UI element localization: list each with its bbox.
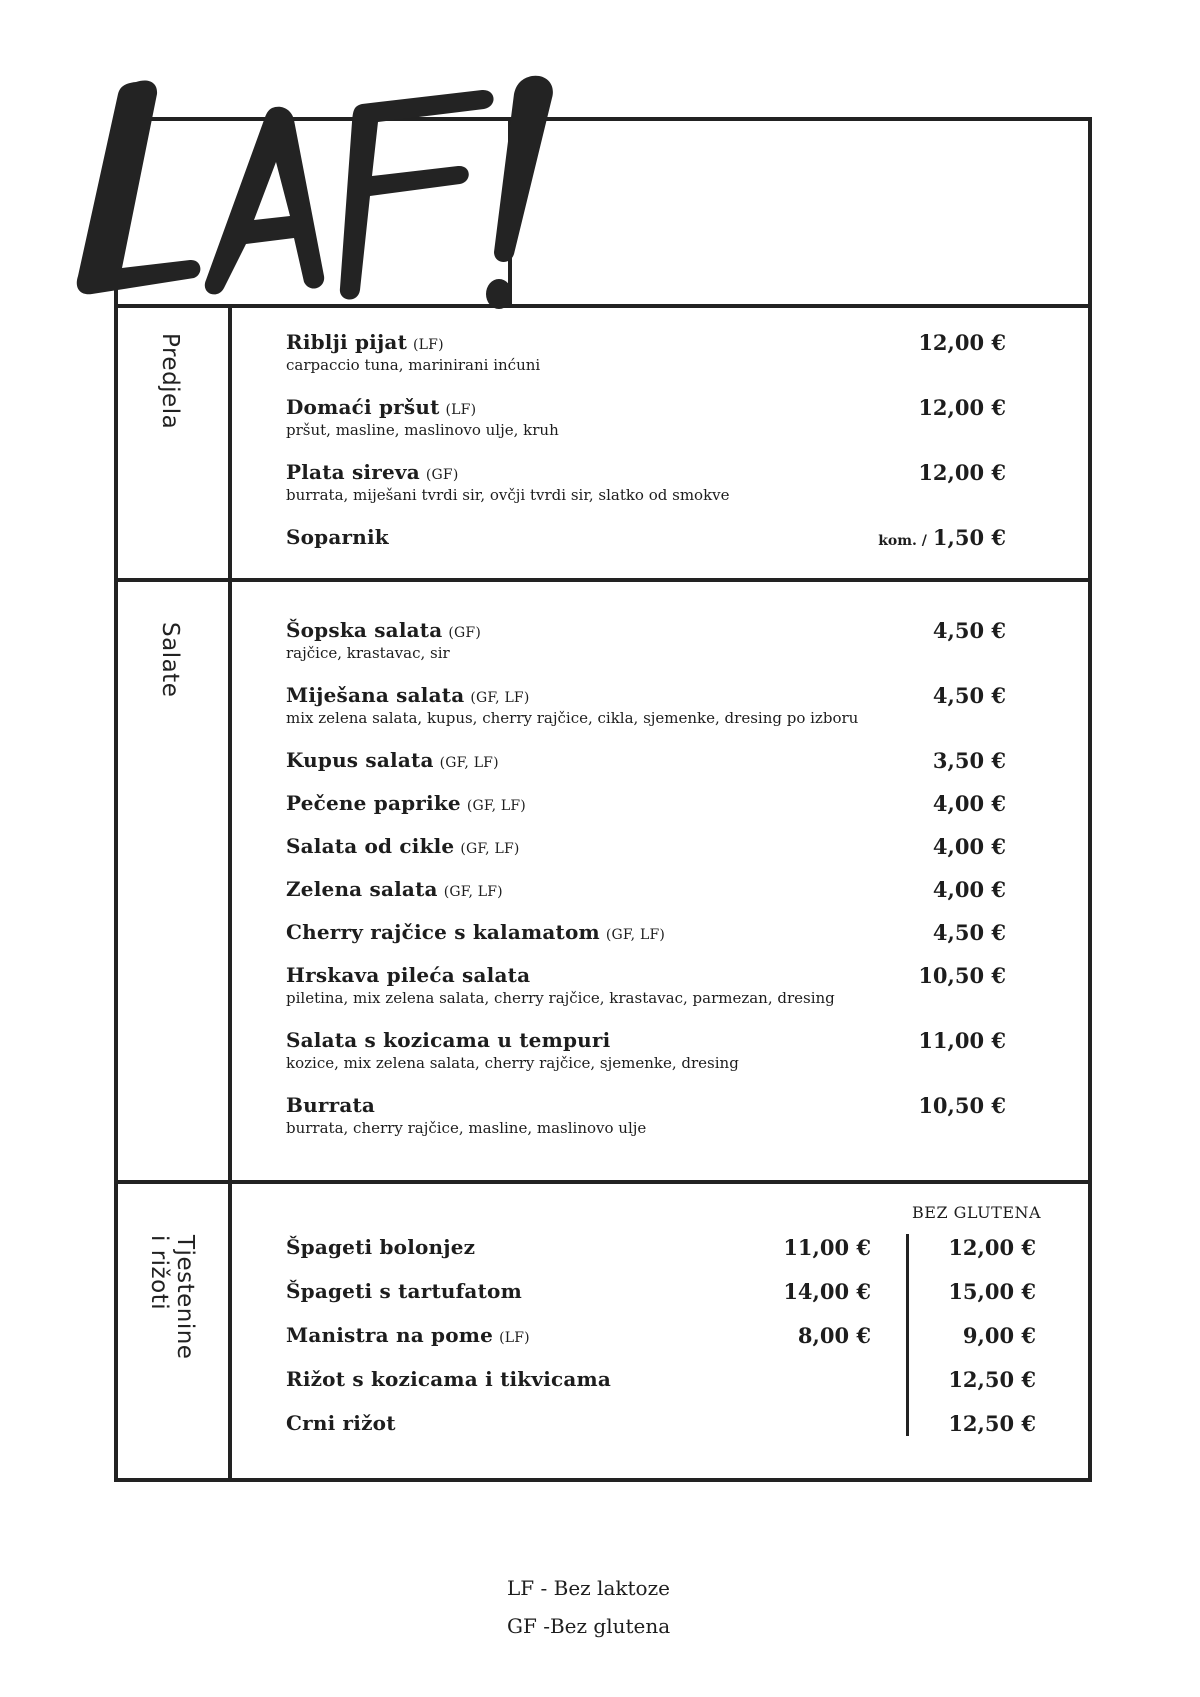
- item-description: burrata, cherry rajčice, masline, maslinovo ulje: [286, 1119, 647, 1137]
- item-name: Soparnik: [286, 525, 389, 549]
- menu-item-sopska-salata: [286, 618, 1036, 662]
- menu-item-spageti-s-tartufatom: [286, 1279, 1036, 1307]
- item-gluten-free-price: 12,50 €: [948, 1411, 1036, 1436]
- item-price: 11,00 €: [918, 1028, 1006, 1053]
- item-name: Plata sireva: [286, 460, 420, 484]
- item-name: Manistra na pome: [286, 1323, 494, 1347]
- menu-item-riblji-pijat: [286, 330, 1036, 374]
- laf-logo: [62, 68, 582, 318]
- item-tag: (LF): [413, 337, 444, 353]
- menu-item-hrskava-pileca-salata: [286, 963, 1036, 1007]
- menu-item-zelena-salata: [286, 877, 1036, 901]
- menu-item-kupus-salata: [286, 748, 1036, 772]
- item-gluten-free-price: 12,50 €: [948, 1367, 1036, 1392]
- item-price: 3,50 €: [932, 748, 1006, 773]
- item-tag: (LF): [499, 1330, 530, 1346]
- item-price: 4,50 €: [932, 618, 1006, 643]
- item-tag: (GF, LF): [605, 927, 666, 943]
- item-price: 4,50 €: [932, 683, 1006, 708]
- menu-item-domaci-prsut: [286, 395, 1036, 439]
- item-price: 10,50 €: [918, 1093, 1006, 1118]
- item-description: carpaccio tuna, marinirani inćuni: [286, 356, 541, 374]
- item-price: 10,50 €: [918, 963, 1006, 988]
- item-price: 4,00 €: [932, 791, 1006, 816]
- item-tag: (GF): [425, 467, 459, 483]
- item-tag: (GF, LF): [460, 841, 520, 857]
- label-column-divider: [228, 304, 232, 1482]
- menu-item-mijesana-salata: [286, 683, 1036, 727]
- menu-item-burrata: [286, 1093, 1036, 1137]
- item-name: Salata od cikle: [286, 834, 455, 858]
- menu-item-cherry-rajcice: [286, 920, 1036, 944]
- menu-item-rizot-s-kozicama: [286, 1367, 1036, 1395]
- item-unit: kom. /: [878, 533, 927, 549]
- item-name: Špageti s tartufatom: [286, 1279, 522, 1303]
- item-price: 12,00 €: [918, 460, 1006, 485]
- section-divider-1: [114, 578, 1092, 582]
- menu-item-pecene-paprike: [286, 791, 1036, 815]
- menu-item-manistra-na-pome: [286, 1323, 1036, 1351]
- menu-item-salata-od-cikle: [286, 834, 1036, 858]
- item-price: 12,00 €: [918, 395, 1006, 420]
- item-name: Domaći pršut: [286, 395, 440, 419]
- item-tag: (GF, LF): [470, 690, 530, 706]
- item-name: Rižot s kozicama i tikvicama: [286, 1367, 612, 1391]
- item-name: Riblji pijat: [286, 330, 408, 354]
- item-name: Zelena salata: [286, 877, 438, 901]
- item-name: Cherry rajčice s kalamatom: [286, 920, 600, 944]
- item-tag: (LF): [445, 402, 477, 418]
- gluten-free-column-header: BEZ GLUTENA: [912, 1203, 1042, 1222]
- item-name: Kupus salata: [286, 748, 434, 772]
- item-description: kozice, mix zelena salata, cherry rajčice, sjemenke, dresing: [286, 1054, 739, 1072]
- item-gluten-free-price: 12,00 €: [948, 1235, 1036, 1260]
- item-gluten-free-price: 9,00 €: [962, 1323, 1036, 1348]
- rizoti-label-line2: i rižoti: [146, 1235, 172, 1311]
- legend-lf: LF - Bez laktoze: [507, 1576, 670, 1600]
- item-description: mix zelena salata, kupus, cherry rajčice, cikla, sjemenke, dresing po izboru: [286, 709, 859, 727]
- item-name: Crni rižot: [286, 1411, 396, 1435]
- item-price: 12,00 €: [918, 330, 1006, 355]
- menu-item-salata-s-kozicama: [286, 1028, 1036, 1072]
- menu-item-crni-rizot: [286, 1411, 1036, 1439]
- item-name: Hrskava pileća salata: [286, 963, 531, 987]
- item-tag: (GF, LF): [439, 755, 499, 771]
- item-description: rajčice, krastavac, sir: [286, 644, 450, 662]
- item-description: piletina, mix zelena salata, cherry rajčice, krastavac, parmezan, dresing: [286, 989, 835, 1007]
- item-price: 4,00 €: [932, 877, 1006, 902]
- item-name: Pečene paprike: [286, 791, 461, 815]
- item-name: Špageti bolonjez: [286, 1235, 476, 1259]
- predjela-label: Predjela: [157, 333, 183, 430]
- item-price: 8,00 €: [797, 1323, 871, 1348]
- item-price: 14,00 €: [783, 1279, 871, 1304]
- item-name: Burrata: [286, 1093, 376, 1117]
- item-description: burrata, miješani tvrdi sir, ovčji tvrdi sir, slatko od smokve: [286, 486, 730, 504]
- salate-label: Salate: [157, 622, 183, 698]
- item-name: Miješana salata: [286, 683, 465, 707]
- item-description: pršut, masline, maslinovo ulje, kruh: [286, 421, 559, 439]
- menu-item-spageti-bolonjez: [286, 1235, 1036, 1263]
- item-name: Salata s kozicama u tempuri: [286, 1028, 611, 1052]
- item-tag: (GF, LF): [443, 884, 503, 900]
- item-price: 4,00 €: [932, 834, 1006, 859]
- item-gluten-free-price: 15,00 €: [948, 1279, 1036, 1304]
- item-price: 4,50 €: [932, 920, 1006, 945]
- item-name: Šopska salata: [286, 618, 443, 642]
- item-tag: (GF): [448, 625, 482, 641]
- item-price: 11,00 €: [783, 1235, 871, 1260]
- menu-item-plata-sireva: [286, 460, 1036, 504]
- section-divider-2: [114, 1180, 1092, 1184]
- menu-item-soparnik: [286, 525, 1036, 549]
- item-price: 1,50 €: [932, 525, 1006, 550]
- tjestenine-label-line1: Tjestenine: [172, 1235, 198, 1360]
- legend-gf: GF -Bez glutena: [507, 1614, 671, 1638]
- item-tag: (GF, LF): [466, 798, 526, 814]
